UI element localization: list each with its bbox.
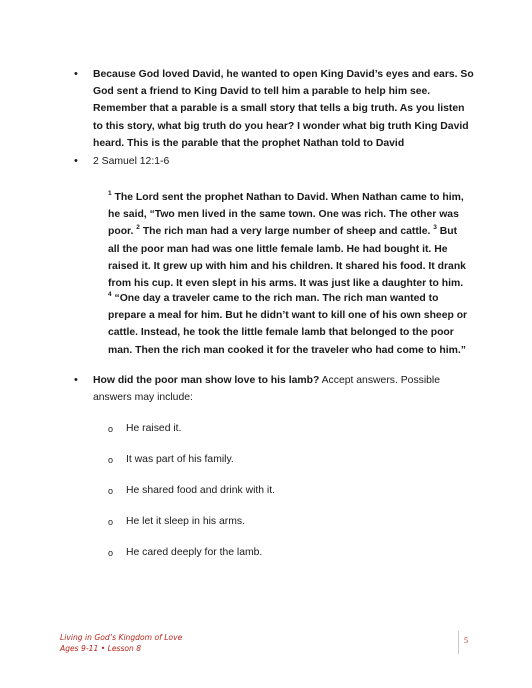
footer-divider: [458, 631, 459, 654]
answer-item: [108, 546, 262, 560]
intro-text: Because God loved David, he wanted to open King David’s eyes and ears. So God sent a friend to King David to tell him a parable to help him see. Remember that a parable is a small story that tells a big truth. As you listen to this story, what big truth do you hear? I wonder what big truth King David heard. This is the parable that the prophet Nathan told to David: [93, 69, 474, 149]
page-number: 5: [464, 636, 468, 645]
bullet-icon: •: [74, 374, 78, 386]
intro-bullet: [74, 66, 474, 152]
bullet-icon: •: [74, 68, 78, 80]
answer-text: It was part of his family.: [126, 454, 234, 465]
verse-number: 1: [108, 190, 112, 197]
circle-bullet-icon: o: [108, 455, 114, 465]
scripture-paragraph-1: [108, 189, 470, 292]
verse-number: 3: [433, 224, 437, 232]
answer-item: [108, 515, 245, 529]
answer-text: He shared food and drink with it.: [126, 485, 276, 496]
verse-text: But all the poor man had was one little female lamb. He had bought it. He raised it. It grew up with him and his children. It shared his food. It drank from his cup. It even slept in his arms. It was just like a daughter to him.: [108, 226, 466, 290]
curriculum-title: Living in God’s Kingdom of Love: [60, 633, 183, 642]
bullet-icon: •: [74, 155, 78, 167]
verse-text: The Lord sent the prophet Nathan to David. When Nathan came to him, he said, “Two men lived in the same town. One was rich. The other was poor.: [108, 192, 464, 238]
discussion-question: How did the poor man show love to his lamb?: [93, 375, 320, 386]
circle-bullet-icon: o: [108, 424, 114, 434]
question-bullet: [74, 372, 474, 406]
question-text: [93, 372, 474, 406]
answer-text: He let it sleep in his arms.: [126, 516, 245, 527]
scripture-reference: 2 Samuel 12:1-6: [93, 156, 170, 167]
answer-item: [108, 484, 275, 498]
verse-number: 2: [136, 224, 140, 232]
answer-text: He raised it.: [126, 423, 182, 434]
answer-item: [108, 422, 181, 436]
answer-text: He cared deeply for the lamb.: [126, 547, 263, 558]
circle-bullet-icon: o: [108, 548, 114, 558]
lesson-label: Ages 9-11 • Lesson 8: [60, 644, 142, 653]
circle-bullet-icon: o: [108, 486, 114, 496]
verse-text: “One day a traveler came to the rich man. The rich man wanted to prepare a meal for him. But he didn’t want to kill one of his own sheep or cattle. Instead, he took the little female lamb that belonged to the poor man. Then the rich man cooked it for the traveler who had come to him.”: [108, 293, 468, 356]
verse-text: The rich man had a very large number of sheep and cattle.: [142, 226, 431, 238]
answer-item: [108, 453, 234, 467]
page-footer: [60, 632, 182, 654]
answer-instructions: Accept answers. Possible answers may include:: [93, 375, 441, 404]
verse-number: 4: [108, 291, 112, 298]
circle-bullet-icon: o: [108, 517, 114, 527]
scripture-paragraph-2: [108, 290, 470, 359]
reference-bullet: [74, 153, 474, 170]
